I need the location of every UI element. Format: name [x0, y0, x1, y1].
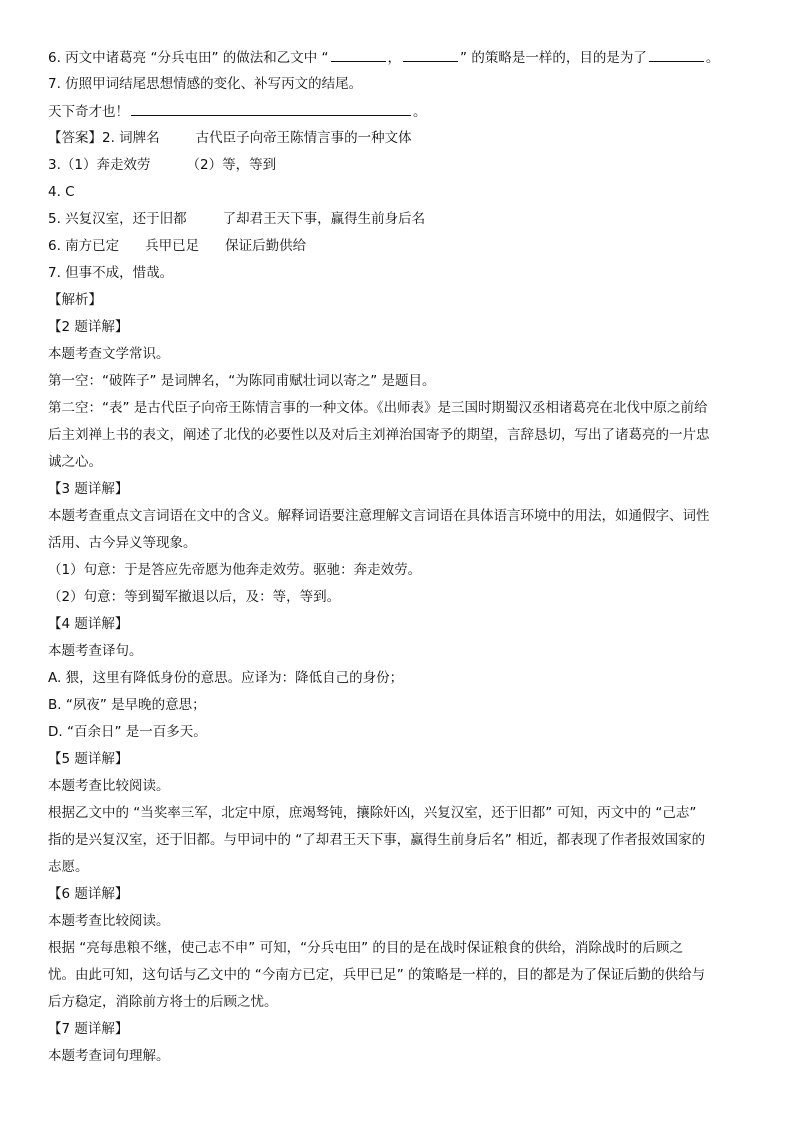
answer-label: 【答案】2. 词牌名: [48, 130, 160, 146]
question-6-text-b: ，: [387, 50, 402, 66]
detail-4-line-2: A. 猥，这里有降低身份的意思。应译为：降低自己的身份；: [48, 670, 404, 686]
answer-3a: 3.（1）奔走效劳: [48, 157, 151, 173]
detail-5-line-2: 根据乙文中的 “当奖率三军，北定中原，庶竭驽钝，攘除奸凶，兴复汉室，还于旧都” 可知，丙文中的 “己志”: [48, 805, 697, 821]
question-7: 7. 仿照甲词结尾思想情感的变化、补写丙文的结尾。: [48, 76, 363, 92]
detail-3-heading: 【3 题详解】: [48, 481, 129, 497]
detail-5-line-3: 指的是兴复汉室，还于旧都。与甲词中的 “了却君王天下事，赢得生前身后名” 相近，都表现了作者报效国家的: [48, 832, 706, 848]
detail-2-heading: 【2 题详解】: [48, 319, 129, 335]
answer-blank: [331, 48, 386, 62]
answer-5b: 了却君王天下事，赢得生前身后名: [222, 211, 426, 227]
answer-line-5: [48, 210, 748, 228]
detail-5-line-1: 本题考查比较阅读。: [48, 778, 170, 794]
detail-2-line-2: 第一空：“破阵子” 是词牌名，“为陈同甫赋壮词以寄之” 是题目。: [48, 373, 436, 389]
answer-blank: [403, 48, 458, 62]
detail-6-line-2: 根据 “亮每患粮不继，使己志不申” 可知，“分兵屯田” 的目的是在战时保证粮食的供给，消除战时的后顾之: [48, 940, 683, 956]
answer-line-7: 7. 但事不成，惜哉。: [48, 265, 174, 281]
detail-5-heading: 【5 题详解】: [48, 751, 129, 767]
answer-line-6: [48, 237, 748, 255]
detail-6-heading: 【6 题详解】: [48, 886, 129, 902]
detail-7-line-1: 本题考查词句理解。: [48, 1048, 170, 1064]
answer-2b: 古代臣子向帝王陈情言事的一种文体: [195, 130, 412, 146]
detail-3-line-1: 本题考查重点文言词语在文中的含义。解释词语要注意理解文言词语在具体语言环境中的用法，如通假字、词性: [48, 508, 710, 524]
answer-line-3: [48, 156, 748, 174]
answer-blank: [649, 48, 704, 62]
answer-blank: [131, 102, 411, 116]
detail-5-line-4: 志愿。: [48, 859, 89, 875]
question-6-text-d: 。: [705, 50, 720, 66]
detail-6-line-4: 后方稳定，消除前方将士的后顾之忧。: [48, 994, 278, 1010]
question-6-text-a: 6. 丙文中诸葛亮 “分兵屯田” 的做法和乙文中 “: [48, 50, 329, 66]
answer-6c: 保证后勤供给: [225, 238, 307, 254]
answer-3b: （2）等，等到: [186, 157, 277, 173]
detail-2-line-1: 本题考查文学常识。: [48, 346, 170, 362]
answer-line-4: 4. C: [48, 184, 75, 200]
detail-3-line-4: （2）句意：等到蜀军撤退以后，及：等，等到。: [48, 589, 341, 605]
analysis-heading: 【解析】: [48, 292, 102, 308]
detail-2-line-4: 后主刘禅上书的表文，阐述了北伐的必要性以及对后主刘禅治国寄予的期望，言辞恳切，写出了诸葛亮的一片忠: [48, 427, 710, 443]
detail-4-heading: 【4 题详解】: [48, 616, 129, 632]
answer-line-2: [48, 129, 748, 147]
detail-4-line-3: B. “夙夜” 是早晚的意思；: [48, 697, 206, 713]
question-7-fill-end: 。: [413, 104, 427, 120]
question-7-fill: [48, 102, 748, 121]
answer-6a: 6. 南方已定: [48, 238, 120, 254]
question-7-fill-text: 天下奇才也！: [48, 104, 129, 120]
answer-6b: 兵甲已足: [145, 238, 200, 254]
detail-6-line-3: 忧。由此可知，这句话与乙文中的 “今南方已定，兵甲已足” 的策略是一样的，目的都是为了保证后勤的供给与: [48, 967, 706, 983]
question-6: [48, 48, 748, 67]
question-6-text-c: ” 的策略是一样的，目的是为了: [460, 50, 647, 66]
detail-4-line-4: D. “百余日” 是一百多天。: [48, 724, 207, 740]
detail-2-line-3: 第二空：“表” 是古代臣子向帝王陈情言事的一种文体。《出师表》是三国时期蜀汉丞相诸葛亮在北伐中原之前给: [48, 400, 708, 416]
detail-7-heading: 【7 题详解】: [48, 1021, 129, 1037]
detail-6-line-1: 本题考查比较阅读。: [48, 913, 170, 929]
detail-3-line-3: （1）句意：于是答应先帝愿为他奔走效劳。驱驰：奔走效劳。: [48, 562, 422, 578]
detail-3-line-2: 活用、古今异义等现象。: [48, 535, 197, 551]
detail-2-line-5: 诚之心。: [48, 454, 102, 470]
detail-4-line-1: 本题考查译句。: [48, 643, 143, 659]
answer-5a: 5. 兴复汉室，还于旧都: [48, 211, 187, 227]
